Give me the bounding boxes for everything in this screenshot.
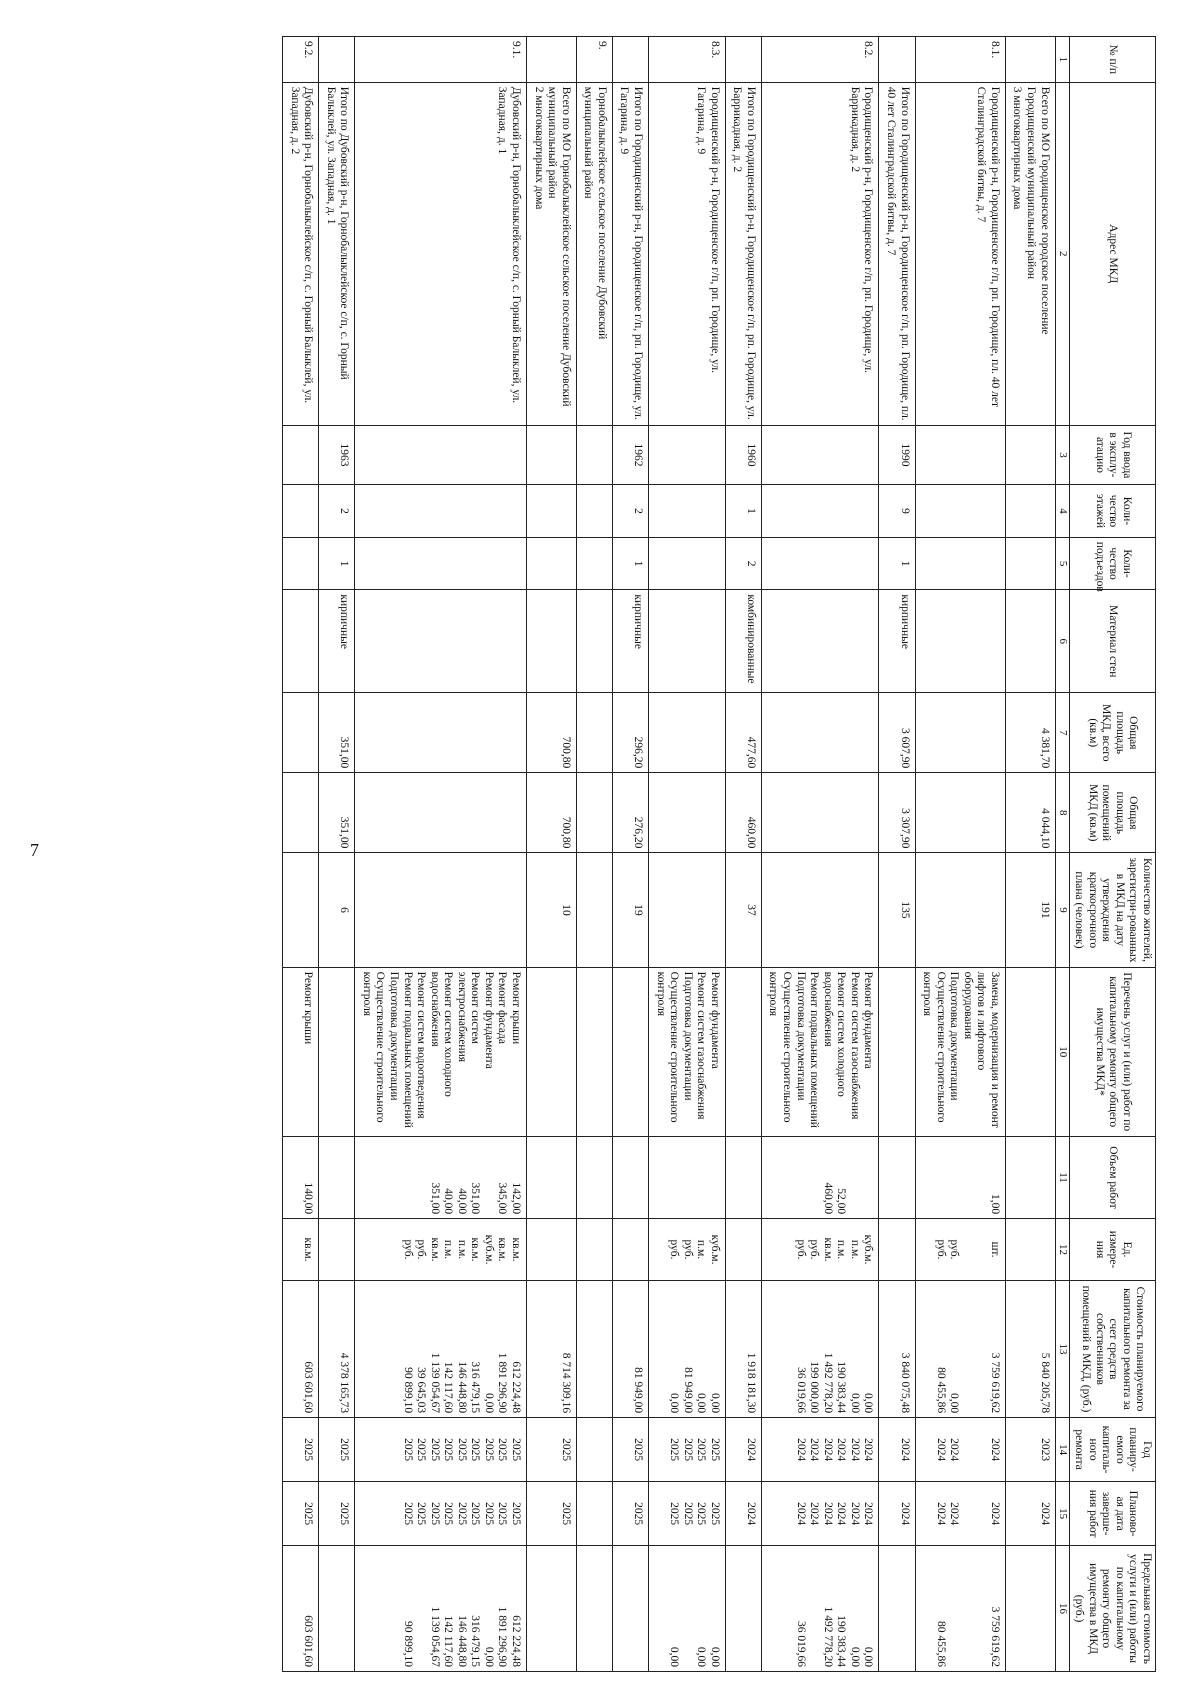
cell-col-6 <box>355 590 527 693</box>
cell-col-5 <box>283 537 319 590</box>
column-number-9: 9 <box>1055 853 1069 967</box>
cell-col-8: 276,20 <box>612 773 648 853</box>
cell-col-7: 296,20 <box>612 693 648 773</box>
cell-col-16: 3 759 619,62 80 455,86 <box>915 1546 1005 1672</box>
table-row <box>612 37 648 1672</box>
cell-col-5 <box>527 537 577 590</box>
cell-col-10 <box>725 967 761 1136</box>
cell-col-7 <box>576 693 612 773</box>
cell-col-10 <box>879 967 915 1136</box>
cell-col-8: 3 307,90 <box>879 773 915 853</box>
cell-col-14: 2025 2025 2025 2025 2025 2025 2025 2025 2025 <box>355 1418 527 1482</box>
column-number-1: 1 <box>1055 37 1069 83</box>
cell-col-6 <box>576 590 612 693</box>
column-header-16: Предельная стоимость услуги и (или) работы по капитальному ремонту общего имущества в МКД (руб.) <box>1069 1546 1155 1672</box>
cell-col-15: 2024 2024 2024 <box>915 1482 1005 1546</box>
cell-col-12 <box>612 1219 648 1281</box>
cell-col-13: 0,00 0,00 81 949,00 0,00 <box>649 1280 726 1417</box>
cell-col-1: 9.1. <box>355 37 527 83</box>
cell-col-10 <box>1005 967 1055 1136</box>
cell-col-15: 2024 <box>1005 1482 1055 1546</box>
cell-col-12 <box>1005 1219 1055 1281</box>
column-number-16: 16 <box>1055 1546 1069 1672</box>
cell-col-3: 1960 <box>725 425 761 484</box>
column-header-1: № п/п <box>1069 37 1155 83</box>
column-header-13: Стоимость планируемого капитального ремонта за счет средств собственников помещений в МКД, (руб.) <box>1069 1280 1155 1417</box>
cell-col-10: Ремонт фундамента Ремонт систем газоснабжения Подготовка документации Осуществление строительного контроля <box>649 967 726 1136</box>
cell-col-15: 2025 <box>283 1482 319 1546</box>
cell-col-3 <box>527 425 577 484</box>
column-number-2: 2 <box>1055 82 1069 425</box>
page-number: 7 <box>30 840 39 860</box>
table-row <box>319 37 355 1672</box>
cell-col-6 <box>1005 590 1055 693</box>
cell-col-11: 140,00 <box>283 1136 319 1218</box>
cell-col-10 <box>576 967 612 1136</box>
column-number-13: 13 <box>1055 1280 1069 1417</box>
cell-col-14: 2025 <box>283 1418 319 1482</box>
column-header-15: Планово-ая дата заверше-ния работ <box>1069 1482 1155 1546</box>
cell-col-5 <box>649 537 726 590</box>
cell-col-4: 9 <box>879 485 915 538</box>
cell-col-11 <box>612 1136 648 1218</box>
table-row <box>725 37 761 1672</box>
cell-col-8 <box>355 773 527 853</box>
cell-col-2: Дубовский р-н, Горнобалыклейское с/п, с. Горный Балыклей, ул. Западная, д. 1 <box>355 82 527 425</box>
cell-col-13: 3 840 075,48 <box>879 1280 915 1417</box>
cell-col-13: 8 714 309,16 <box>527 1280 577 1417</box>
cell-col-11: 1,00 <box>915 1136 1005 1218</box>
cell-col-15: 2025 2025 2025 2025 <box>649 1482 726 1546</box>
cell-col-14: 2023 <box>1005 1418 1055 1482</box>
table-row <box>576 37 612 1672</box>
cell-col-6 <box>915 590 1005 693</box>
cell-col-15: 2025 <box>612 1482 648 1546</box>
cell-col-3 <box>649 425 726 484</box>
cell-col-8 <box>649 773 726 853</box>
cell-col-1 <box>319 37 355 83</box>
cell-col-16 <box>612 1546 648 1672</box>
cell-col-13: 603 601,60 <box>283 1280 319 1417</box>
cell-col-9 <box>761 853 879 967</box>
table-row <box>355 37 527 1672</box>
cell-col-11: 52,00 460,00 <box>761 1136 879 1218</box>
cell-col-2: Итого по Городищенский р-н, Городищенское г/п, рп. Городище, пл. 40 лет Сталинградской битвы, д. 7 <box>879 82 915 425</box>
table-row <box>527 37 577 1672</box>
repair-plan-table <box>282 36 1156 1672</box>
cell-col-8 <box>761 773 879 853</box>
cell-col-15: 2024 <box>879 1482 915 1546</box>
column-number-7: 7 <box>1055 693 1069 773</box>
cell-col-4: 2 <box>612 485 648 538</box>
cell-col-13: 81 949,00 <box>612 1280 648 1417</box>
cell-col-2: Городищенский р-н, Городищенское г/п, рп. Городище, ул. Баррикадная, д. 2 <box>761 82 879 425</box>
column-header-2: Адрес МКД <box>1069 82 1155 425</box>
column-header-10: Перечень услуг и (или) работ по капитальному ремонту общего имущества МКД* <box>1069 967 1155 1136</box>
cell-col-3: 1962 <box>612 425 648 484</box>
cell-col-3: 1963 <box>319 425 355 484</box>
cell-col-6 <box>527 590 577 693</box>
cell-col-14: 2025 <box>612 1418 648 1482</box>
cell-col-11 <box>649 1136 726 1218</box>
cell-col-2: Всего по МО Городищенское городское поселение Городищенский муниципальный район 3 многоквартирных дома <box>1005 82 1055 425</box>
cell-col-4 <box>576 485 612 538</box>
cell-col-12 <box>527 1219 577 1281</box>
cell-col-11 <box>725 1136 761 1218</box>
column-number-row <box>1055 37 1069 1672</box>
cell-col-3: 1990 <box>879 425 915 484</box>
cell-col-6: комбинированные <box>725 590 761 693</box>
cell-col-16 <box>725 1546 761 1672</box>
cell-col-2: Итого по Городищенский р-н, Городищенское г/п, рп. Городище, ул. Гагарина, д. 9 <box>612 82 648 425</box>
cell-col-4 <box>1005 485 1055 538</box>
cell-col-15: 2025 <box>527 1482 577 1546</box>
cell-col-7: 477,60 <box>725 693 761 773</box>
cell-col-2: Всего по МО Горнобалыклейское сельское поселение Дубовский муниципальный район 2 многоквартирных дома <box>527 82 577 425</box>
cell-col-2: Итого по Дубовский р-н, Горнобалыклейское с/п, с. Горный Балыклей, ул. Западная, д. 1 <box>319 82 355 425</box>
cell-col-8: 460,00 <box>725 773 761 853</box>
cell-col-8 <box>576 773 612 853</box>
cell-col-7 <box>283 693 319 773</box>
cell-col-13: 4 378 165,73 <box>319 1280 355 1417</box>
cell-col-9: 6 <box>319 853 355 967</box>
column-header-9: Количество жителей, зарегистри-рованных в МКД на дату утверждения краткосрочного плана (человек) <box>1069 853 1155 967</box>
cell-col-9: 191 <box>1005 853 1055 967</box>
cell-col-10 <box>527 967 577 1136</box>
cell-col-1: 9. <box>576 37 612 83</box>
cell-col-5: 1 <box>319 537 355 590</box>
cell-col-13: 5 840 205,78 <box>1005 1280 1055 1417</box>
cell-col-8 <box>915 773 1005 853</box>
cell-col-3 <box>355 425 527 484</box>
cell-col-14: 2025 <box>319 1418 355 1482</box>
cell-col-9: 135 <box>879 853 915 967</box>
cell-col-1 <box>879 37 915 83</box>
cell-col-14: 2025 <box>527 1418 577 1482</box>
cell-col-2: Итого по Городищенский р-н, Городищенское г/п, рп. Городище, ул. Баррикадная, д. 2 <box>725 82 761 425</box>
cell-col-16: 0,00 0,00 0,00 <box>649 1546 726 1672</box>
cell-col-16 <box>879 1546 915 1672</box>
cell-col-1 <box>527 37 577 83</box>
cell-col-5: 1 <box>612 537 648 590</box>
header-row <box>1069 37 1155 1672</box>
cell-col-10: Ремонт крыши <box>283 967 319 1136</box>
column-header-12: Ед. измере-ния <box>1069 1219 1155 1281</box>
cell-col-4 <box>761 485 879 538</box>
cell-col-9 <box>649 853 726 967</box>
column-header-8: Общая площадь помещений МКД (кв.м) <box>1069 773 1155 853</box>
cell-col-11 <box>319 1136 355 1218</box>
cell-col-14: 2024 <box>879 1418 915 1482</box>
cell-col-10: Ремонт фундамента Ремонт систем газоснабжения Ремонт систем холодного водоснабжения Ремонт подвальных помещений Подготовка документации Осуществление строительного контроля <box>761 967 879 1136</box>
cell-col-3 <box>915 425 1005 484</box>
cell-col-10 <box>612 967 648 1136</box>
column-header-4: Коли-чество этажей <box>1069 485 1155 538</box>
cell-col-16: 0,00 0,00 190 383,44 1 492 778,20 36 019,66 <box>761 1546 879 1672</box>
cell-col-1: 9.2. <box>283 37 319 83</box>
column-header-5: Коли-чество подъездов <box>1069 537 1155 590</box>
cell-col-15: 2024 2024 2024 2024 2024 2024 <box>761 1482 879 1546</box>
cell-col-13 <box>576 1280 612 1417</box>
cell-col-12: кв.м. кв.м. куб.м. кв.м. п.м. п.м. кв.м. руб. руб. <box>355 1219 527 1281</box>
cell-col-16 <box>319 1546 355 1672</box>
cell-col-4 <box>527 485 577 538</box>
cell-col-11 <box>527 1136 577 1218</box>
cell-col-7 <box>355 693 527 773</box>
cell-col-13: 3 759 619,62 0,00 80 455,86 <box>915 1280 1005 1417</box>
table-row <box>879 37 915 1672</box>
cell-col-8 <box>283 773 319 853</box>
cell-col-16: 603 601,60 <box>283 1546 319 1672</box>
cell-col-7: 4 381,70 <box>1005 693 1055 773</box>
cell-col-1: 8.1. <box>915 37 1005 83</box>
cell-col-8: 4 044,10 <box>1005 773 1055 853</box>
cell-col-9 <box>355 853 527 967</box>
cell-col-12: куб.м. п.м. п.м. кв.м. руб. руб. <box>761 1219 879 1281</box>
cell-col-13: 612 224,48 1 891 296,90 0,00 316 479,15 146 448,80 142 117,60 1 139 054,67 39 645,03 90 899,10 <box>355 1280 527 1417</box>
cell-col-14: 2024 <box>725 1418 761 1482</box>
cell-col-12 <box>879 1219 915 1281</box>
column-number-3: 3 <box>1055 425 1069 484</box>
cell-col-6: кирпичные <box>612 590 648 693</box>
cell-col-4 <box>355 485 527 538</box>
table-row <box>1005 37 1055 1672</box>
table-row <box>761 37 879 1672</box>
cell-col-7 <box>649 693 726 773</box>
cell-col-1 <box>1005 37 1055 83</box>
cell-col-2: Городищенский р-н, Городищенское г/п, рп. Городище, ул. Гагарина, д. 9 <box>649 82 726 425</box>
cell-col-4 <box>283 485 319 538</box>
cell-col-9 <box>576 853 612 967</box>
column-number-15: 15 <box>1055 1482 1069 1546</box>
cell-col-14: 2025 2025 2025 2025 <box>649 1418 726 1482</box>
cell-col-6 <box>761 590 879 693</box>
column-number-4: 4 <box>1055 485 1069 538</box>
cell-col-12 <box>725 1219 761 1281</box>
cell-col-3 <box>761 425 879 484</box>
cell-col-5 <box>1005 537 1055 590</box>
cell-col-14: 2024 2024 2024 <box>915 1418 1005 1482</box>
cell-col-1: 8.3. <box>649 37 726 83</box>
cell-col-10: Замена, модернизация и ремонт лифтов и лифтового оборудования Подготовка документации Осуществление строительного контроля <box>915 967 1005 1136</box>
cell-col-4: 2 <box>319 485 355 538</box>
cell-col-4: 1 <box>725 485 761 538</box>
column-number-6: 6 <box>1055 590 1069 693</box>
cell-col-14: 2024 2024 2024 2024 2024 2024 <box>761 1418 879 1482</box>
column-number-10: 10 <box>1055 967 1069 1136</box>
cell-col-9: 10 <box>527 853 577 967</box>
cell-col-11 <box>879 1136 915 1218</box>
cell-col-7: 351,00 <box>319 693 355 773</box>
cell-col-2: Дубовский р-н, Горнобалыклейское с/п, с. Горный Балыклей, ул. Западная, д. 2 <box>283 82 319 425</box>
cell-col-13: 0,00 0,00 190 383,44 1 492 778,20 199 000,00 36 019,66 <box>761 1280 879 1417</box>
cell-col-15: 2025 2025 2025 2025 2025 2025 2025 2025 2025 <box>355 1482 527 1546</box>
cell-col-7: 3 607,90 <box>879 693 915 773</box>
cell-col-9 <box>915 853 1005 967</box>
cell-col-15 <box>576 1482 612 1546</box>
cell-col-5: 2 <box>725 537 761 590</box>
column-number-12: 12 <box>1055 1219 1069 1281</box>
cell-col-14 <box>576 1418 612 1482</box>
cell-col-8: 351,00 <box>319 773 355 853</box>
cell-col-7 <box>915 693 1005 773</box>
cell-col-3 <box>1005 425 1055 484</box>
column-header-11: Объем работ <box>1069 1136 1155 1218</box>
cell-col-5: 1 <box>879 537 915 590</box>
cell-col-7 <box>761 693 879 773</box>
cell-col-16 <box>576 1546 612 1672</box>
cell-col-12 <box>576 1219 612 1281</box>
cell-col-10: Ремонт крыши Ремонт фасада Ремонт фундамента Ремонт систем электроснабжения Ремонт систем холодного водоснабжения Ремонт систем водоотведения Ремонт подвальных помещений Подготовка документации Осуществление строительного контроля <box>355 967 527 1136</box>
cell-col-9: 37 <box>725 853 761 967</box>
table-row <box>649 37 726 1672</box>
cell-col-11 <box>1005 1136 1055 1218</box>
cell-col-15: 2024 <box>725 1482 761 1546</box>
cell-col-5 <box>355 537 527 590</box>
column-number-14: 14 <box>1055 1418 1069 1482</box>
cell-col-6: кирпичные <box>879 590 915 693</box>
cell-col-2: Городищенский р-н, Городищенское г/п, рп. Городище, пл. 40 лет Сталинградской битвы, д. 7 <box>915 82 1005 425</box>
cell-col-12: куб.м. п.м. руб. руб. <box>649 1219 726 1281</box>
column-header-3: Год ввода в эксплу-атацию <box>1069 425 1155 484</box>
cell-col-4 <box>649 485 726 538</box>
cell-col-6 <box>649 590 726 693</box>
cell-col-12 <box>319 1219 355 1281</box>
cell-col-2: Горнобалыклейское сельское поселение Дубовский муниципальный район <box>576 82 612 425</box>
column-number-8: 8 <box>1055 773 1069 853</box>
table-row <box>283 37 319 1672</box>
column-header-6: Материал стен <box>1069 590 1155 693</box>
cell-col-13: 1 918 181,30 <box>725 1280 761 1417</box>
cell-col-11 <box>576 1136 612 1218</box>
cell-col-3 <box>283 425 319 484</box>
cell-col-6 <box>283 590 319 693</box>
column-header-7: Общая площадь МКД, всего (кв.м) <box>1069 693 1155 773</box>
table-row <box>915 37 1005 1672</box>
cell-col-10 <box>319 967 355 1136</box>
cell-col-5 <box>761 537 879 590</box>
table-body <box>283 37 1056 1672</box>
cell-col-1 <box>612 37 648 83</box>
cell-col-1 <box>725 37 761 83</box>
cell-col-12: кв.м. <box>283 1219 319 1281</box>
cell-col-15: 2025 <box>319 1482 355 1546</box>
cell-col-1: 8.2. <box>761 37 879 83</box>
cell-col-4 <box>915 485 1005 538</box>
cell-col-9: 19 <box>612 853 648 967</box>
cell-col-16 <box>527 1546 577 1672</box>
column-number-11: 11 <box>1055 1136 1069 1218</box>
cell-col-3 <box>576 425 612 484</box>
cell-col-9 <box>283 853 319 967</box>
cell-col-5 <box>915 537 1005 590</box>
cell-col-7: 700,80 <box>527 693 577 773</box>
column-header-14: Год планиру-емого капиталь-ного ремонта <box>1069 1418 1155 1482</box>
cell-col-5 <box>576 537 612 590</box>
cell-col-12: шт. руб. руб. <box>915 1219 1005 1281</box>
cell-col-11: 142,00 345,00 351,00 40,00 40,00 351,00 <box>355 1136 527 1218</box>
cell-col-16 <box>1005 1546 1055 1672</box>
column-number-5: 5 <box>1055 537 1069 590</box>
cell-col-16: 612 224,48 1 891 296,90 0,00 316 479,15 146 448,80 142 117,60 1 139 054,67 90 899,10 <box>355 1546 527 1672</box>
cell-col-8: 700,80 <box>527 773 577 853</box>
cell-col-6: кирпичные <box>319 590 355 693</box>
